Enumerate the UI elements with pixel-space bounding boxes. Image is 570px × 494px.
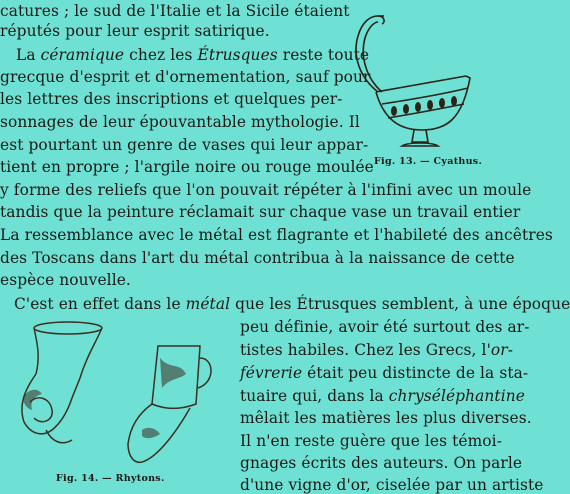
text-line: grecque d'esprit et d'ornementation, sauf pour [0,68,371,86]
text-line: tandis que la peinture réclamait sur chaque vase un travail entier [0,203,521,221]
rhytons-illustration [10,318,230,466]
text-line: réputés pour leur esprit satirique. [0,22,270,40]
text-line: C'est en effet dans le métal que les Étrusques semblent, à une époque [14,295,570,313]
text-line: tuaire qui, dans la chryséléphantine [240,387,525,405]
text-line: est pourtant un genre de vases qui leur appar- [0,136,369,154]
text-line: catures ; le sud de l'Italie et la Sicile étaient [0,2,350,20]
figure-13-caption: Fig. 13. — Cyathus. [374,156,483,167]
text-line: gnages écrits des auteurs. On parle [240,454,523,472]
text-line: tistes habiles. Chez les Grecs, l'or- [240,341,514,359]
text-line: sonnages de leur épouvantable mythologie. Il [0,113,360,131]
text-line: les lettres des inscriptions et quelques per- [0,90,343,108]
text-line: peu définie, avoir été surtout des ar- [240,318,530,336]
text-line: Il n'en reste guère que les témoi- [240,432,502,450]
cyathus-illustration [348,8,498,156]
text-line: des Toscans dans l'art du métal contribua à la naissance de cette [0,249,515,267]
text-line: La céramique chez les Étrusques reste toute [16,46,370,64]
text-line: d'une vigne d'or, ciselée par un artiste [240,476,544,494]
text-line: tient en propre ; l'argile noire ou rouge moulée [0,158,374,176]
text-line: La ressemblance avec le métal est flagrante et l'habileté des ancêtres [0,226,553,244]
text-line: févrerie était peu distincte de la sta- [240,364,529,382]
text-line: espèce nouvelle. [0,271,131,289]
text-line: y forme des reliefs que l'on pouvait répéter à l'infini avec un moule [0,181,532,199]
figure-14-caption: Fig. 14. — Rhytons. [56,473,165,484]
text-line: mêlait les matières les plus diverses. [240,409,532,427]
